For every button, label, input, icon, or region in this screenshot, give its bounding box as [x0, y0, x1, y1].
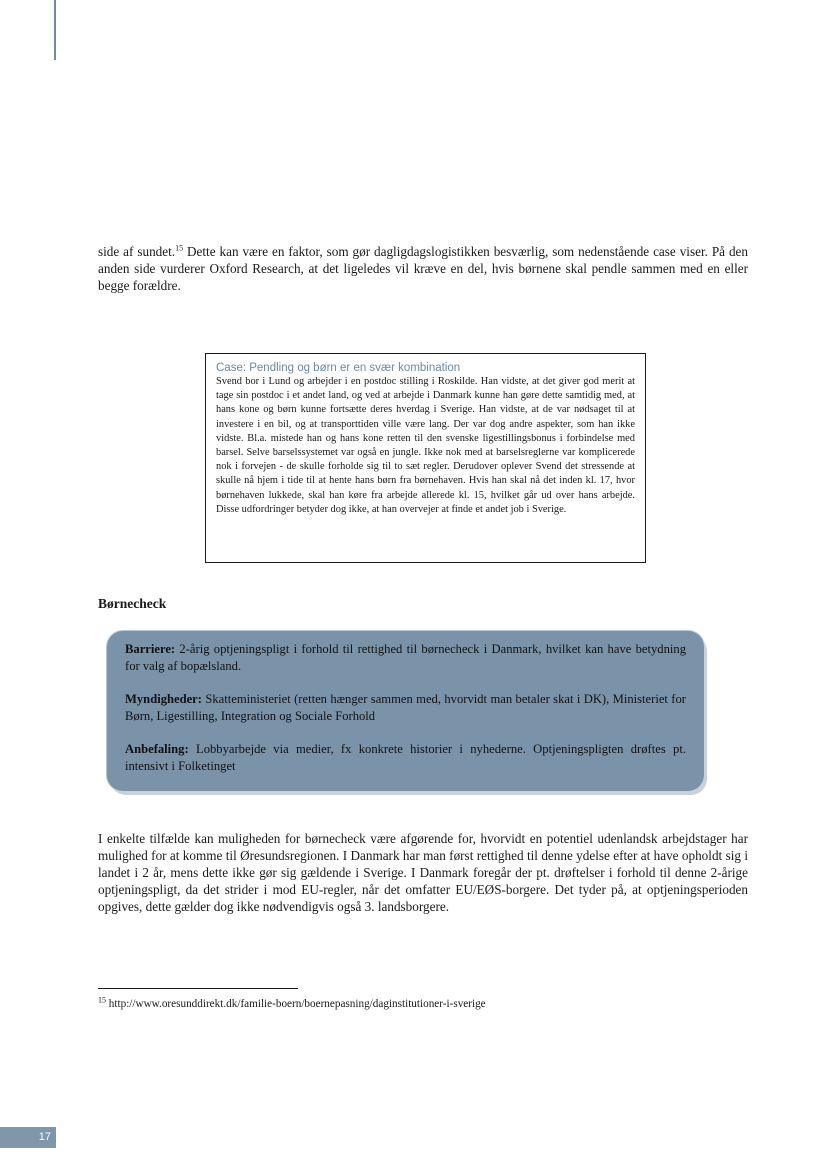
- case-text: Svend bor i Lund og arbejder i en postdoc stilling i Roskilde. Han vidste, at det giver god merit at tage sin postdoc i et andet land, og ved at arbejde i Danmark kunne han gøre dette samtidig med, at hans kone og børn kunne fortsætte deres hverdag i Sverige. Han vidste, at de var nødsaget til at investere i en bil, og at transporttiden ville være lang. Der var dog andre aspekter, som han ikke vidste. Bl.a. mistede han og hans kone retten til den svenske ligestillingsbonus i forbindelse med barsel. Selve barselssystemet var også en jungle. Ikke nok med at barselsreglerne var komplicerede nok i forvejen - de skulle forholde sig til to sæt regler. Derudover oplever Svend det stressende at skulle nå hjem i tide til at hente hans børn fra børnehaven. Hvis han skal nå det inden kl. 17, hvor børnehaven lukkede, skal han køre fra arbejde allerede kl. 15, hvilket går ud over hans arbejde. Disse udfordringer betyder dog ikke, at han overvejer at finde et andet job i Sverige.: [216, 376, 635, 515]
- myndigheder-label: Myndigheder:: [125, 692, 202, 706]
- anbefaling-label: Anbefaling:: [125, 742, 189, 756]
- barriere-label: Barriere:: [125, 642, 176, 656]
- myndigheder-row: [125, 691, 686, 724]
- paragraph-text: side af sundet.: [98, 244, 176, 259]
- footnote-ref[interactable]: 15: [175, 243, 184, 253]
- case-box: [205, 353, 646, 563]
- section-heading: Børnecheck: [98, 596, 167, 611]
- footnote-link[interactable]: http://www.oresunddirekt.dk/familie-boern/boernepasning/daginstitutioner-i-sverige: [106, 998, 486, 1010]
- page-number: 17: [0, 1127, 56, 1148]
- myndigheder-text: Skatteministeriet (retten hænger sammen med, hvorvidt man betaler skat i DK), Ministeriet for Børn, Ligestilling, Integration og Sociale Forhold: [125, 692, 686, 723]
- body-paragraph-1: [98, 243, 748, 294]
- anbefaling-text: Lobbyarbejde via medier, fx konkrete historier i nyhederne. Optjeningspligten drøftes pt. intensivt i Folketinget: [125, 742, 686, 773]
- paragraph-text: Dette kan være en faktor, som gør dagligdagslogistikken besværlig, som nedenstående case viser. På den anden side vurderer Oxford Research, at det ligeledes vil kræve en del, hvis børnene skal pendle sammen med en eller begge forældre.: [98, 244, 748, 293]
- footnote-number: 15: [98, 995, 106, 1005]
- anbefaling-row: [125, 741, 686, 774]
- barriere-text: 2-årig optjeningspligt i forhold til rettighed til børnecheck i Danmark, hvilket kan have betydning for valg af bopælsland.: [125, 642, 686, 673]
- case-title: Case: Pendling og børn er en svær kombination: [216, 362, 461, 374]
- top-accent-rule: [54, 0, 56, 60]
- body-paragraph-2: I enkelte tilfælde kan muligheden for børnecheck være afgørende for, hvorvidt en potentiel udenlandsk arbejdstager har mulighed for at komme til Øresundsregionen. I Danmark har man først rettighed til denne ydelse efter at have opholdt sig i landet i 2 år, mens dette ikke gør sig gældende i Sverige. I Danmark foregår der pt. drøftelser i forhold til denne 2-årige optjeningspligt, da det strider i mod EU-regler, når det omfatter EU/EØS-borgere. Det tyder på, at optjeningsperioden opgives, dette gælder dog ikke nødvendigvis også 3. landsborgere.: [98, 831, 748, 914]
- barriere-row: [125, 641, 686, 674]
- footnote: [98, 997, 486, 1011]
- info-panel: [107, 631, 704, 791]
- footnote-divider: [98, 988, 298, 989]
